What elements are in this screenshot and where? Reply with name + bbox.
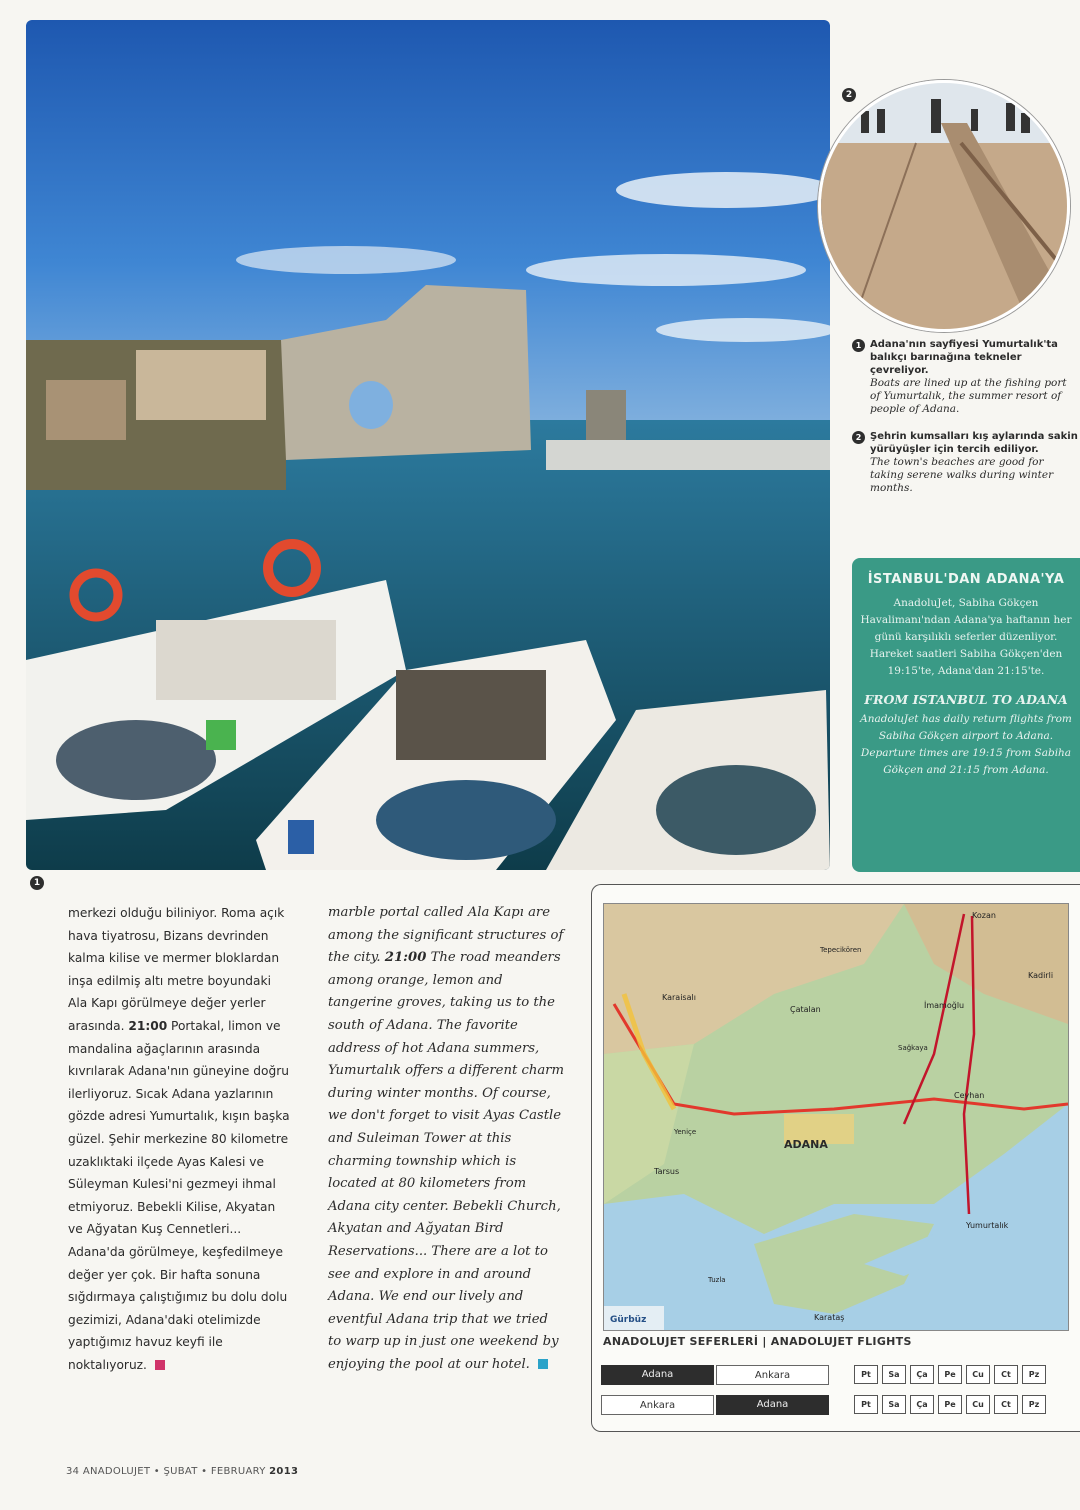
end-mark-icon (538, 1359, 548, 1369)
map-publisher-logo: Gürbüz (610, 1315, 647, 1325)
magazine-name: ANADOLUJET • ŞUBAT • FEBRUARY (82, 1466, 266, 1477)
day-box: Sa (882, 1395, 906, 1414)
end-mark-icon (155, 1360, 165, 1370)
day-box: Sa (882, 1365, 906, 1384)
photo-captions (852, 338, 1080, 509)
map-place-label: Ceyhan (954, 1091, 985, 1100)
paragraph-text: The road meanders among orange, lemon and tangerine groves, taking us to the south of Adana. The favorite address of hot Adana summers, Yumurtalık offers a different charm during winter months. Of course, we don't forget to visit Ayas Castle and Suleiman Tower at this charming township which is located at 80 kilometers from Adana city center. Bebekli Church, Akyatan and Ağyatan Bird Reservations... There are a lot to see and explore in and around Adana. We end our lively and eventful Adana trip that we tried to warp up in just one weekend by enjoying the pool at our hotel. (328, 950, 564, 1372)
day-box: Pe (938, 1395, 962, 1414)
map-place-label: Kozan (972, 911, 996, 920)
day-box: Ça (910, 1395, 934, 1414)
day-box: Ct (994, 1365, 1018, 1384)
caption-tr: Şehrin kumsalları kış aylarında sakin yürüyüşler için tercih ediliyor. (870, 431, 1078, 455)
map-place-label: Tuzla (708, 1276, 726, 1284)
day-box: Ça (910, 1365, 934, 1384)
day-box: Pz (1022, 1365, 1046, 1384)
issue-year: 2013 (269, 1466, 299, 1477)
paragraph-text: merkezi olduğu biliniyor. Roma açık hava tiyatrosu, Bizans devrinden kalma kilise ve mermer bloklardan inşa edilmiş altı metre boyundaki Ala Kapı görülmeye değer yerler arasında. (68, 906, 285, 1033)
info-text-tr: AnadoluJet, Sabiha Gökçen Havalimanı'ndan Adana'ya haftanın her günü karşılıklı seferler düzenliyor. Hareket saatleri Sabiha Gökçen'den 19:15'te, Adana'dan 21:15'te. (860, 597, 1072, 677)
map-city-label: ADANA (784, 1138, 828, 1151)
day-box: Cu (966, 1395, 990, 1414)
day-box: Pt (854, 1395, 878, 1414)
route-adana-ankara (601, 1365, 831, 1385)
map-place-label: Yumurtalık (966, 1221, 1009, 1230)
beach-photo (818, 80, 1070, 332)
map-place-label: Kadirli (1028, 971, 1054, 980)
map-place-label: Karaisalı (662, 993, 696, 1002)
map-place-label: Sağkaya (898, 1044, 928, 1052)
map-panel (591, 884, 1080, 1432)
caption-en: Boats are lined up at the fishing port of Yumurtalık, the summer resort of people of Adana. (870, 377, 1067, 415)
caption-1 (852, 338, 1080, 416)
flight-days-row-2 (854, 1395, 1046, 1414)
caption-en: The town's beaches are good for taking serene walks during winter months. (870, 456, 1054, 494)
region-map (603, 903, 1069, 1331)
info-title-en: FROM ISTANBUL TO ADANA (864, 692, 1068, 707)
day-box: Cu (966, 1365, 990, 1384)
route-from: Ankara (601, 1395, 714, 1415)
main-photo-harbor (26, 20, 830, 870)
caption-number: 2 (852, 431, 865, 444)
paragraph-text: Portakal, limon ve mandalina ağaçlarının arasında kıvrılarak Adana'nın güneyine doğru ilerliyoruz. Sıcak Adana yazlarının gözde adresi Yumurtalık, kışın başka güzel. Şehir merkezine 80 kilometre uzaklıktaki ilçede Ayas Kalesi ve Süleyman Kulesi'ni gezmeyi ihmal etmiyoruz. Bebekli Kilise, Akyatan ve Ağyatan Kuş Cennetleri... Adana'da görülmeye, keşfedilmeye değer yer çok. Bir hafta sonuna sığdırmaya çalıştığımız bu dolu dolu gezimizi, Adana'daki otelimizde yaptığımız havuz keyfi ile noktalıyoruz. (68, 1018, 290, 1372)
map-place-label: Çatalan (790, 1005, 821, 1014)
route-ankara-adana (601, 1395, 831, 1415)
day-box: Ct (994, 1395, 1018, 1414)
caption-tr: Adana'nın sayfiyesi Yumurtalık'ta balıkçı barınağına tekneler çevreliyor. (870, 339, 1058, 376)
day-box: Pe (938, 1365, 962, 1384)
article-column-en (328, 902, 564, 1376)
route-from: Adana (601, 1365, 714, 1385)
route-to: Adana (716, 1395, 829, 1415)
map-place-label: Yeniçe (674, 1128, 697, 1136)
article-column-tr (68, 902, 290, 1376)
route-to: Ankara (716, 1365, 829, 1385)
caption-2 (852, 430, 1080, 495)
photo-number-badge: 2 (842, 88, 856, 102)
travel-info-box (852, 558, 1080, 872)
day-box: Pz (1022, 1395, 1046, 1414)
day-box: Pt (854, 1365, 878, 1384)
info-title-tr: İSTANBUL'DAN ADANA'YA (867, 572, 1065, 587)
page-number: 34 (66, 1466, 80, 1477)
caption-number: 1 (852, 339, 865, 352)
map-place-label: Tepecikören (820, 946, 862, 954)
page-footer (66, 1466, 298, 1477)
photo-number-badge: 1 (30, 876, 44, 890)
flight-days-row-1 (854, 1365, 1046, 1384)
info-text-en: AnadoluJet has daily return flights from Sabiha Gökçen airport to Adana. Departure times are 19:15 from Sabiha Gökçen and 21:15 from Adana. (860, 713, 1072, 776)
paragraph-text: marble portal called Ala Kapı are among the significant structures of the city. (328, 905, 564, 966)
flights-header: ANADOLUJET SEFERLERİ | ANADOLUJET FLIGHTS (603, 1335, 912, 1348)
time-marker: 21:00 (384, 950, 427, 966)
map-place-label: Tarsus (654, 1167, 680, 1176)
time-marker: 21:00 (128, 1018, 168, 1033)
map-place-label: Karataş (814, 1313, 845, 1322)
map-place-label: İmamoğlu (924, 1001, 965, 1010)
